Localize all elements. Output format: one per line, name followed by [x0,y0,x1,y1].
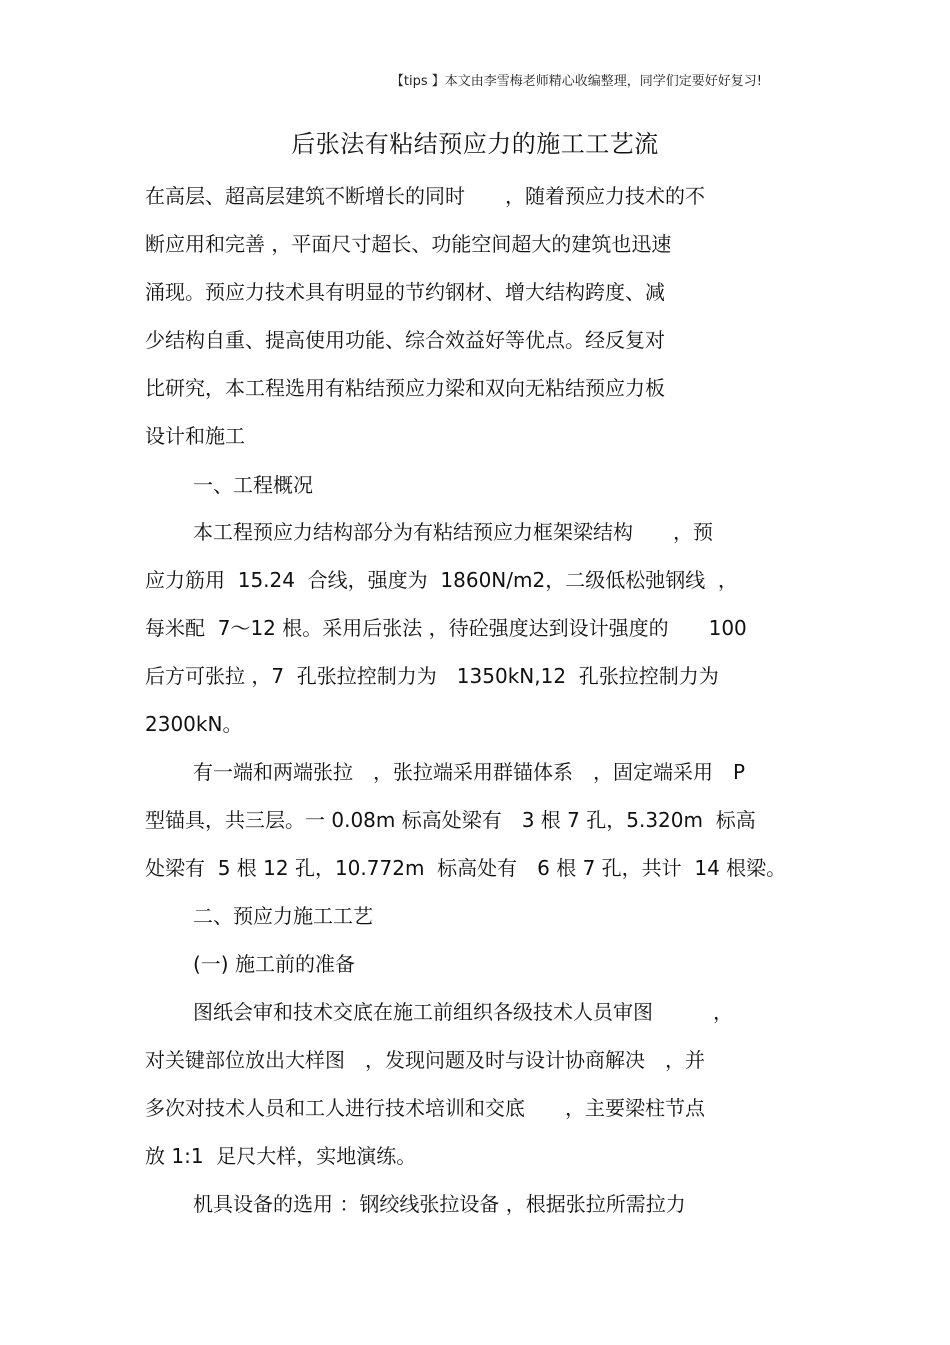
paragraph-line: 每米配 7～12 根。采用后张法 ，待砼强度达到设计强度的 100 [145,616,747,640]
header-tips: 【tips 】本文由李雪梅老师精心收编整理，同学们定要好好复习! [390,74,762,89]
paragraph-line: 在高层、超高层建筑不断增长的同时 ，随着预应力技术的不 [145,184,705,208]
paragraph-line: 断应用和完善 ，平面尺寸超长、功能空间超大的建筑也迅速 [145,232,672,256]
paragraph-line: 本工程预应力结构部分为有粘结预应力框架梁结构 ，预 [193,520,713,544]
paragraph-line: 对关键部位放出大样图 ，发现问题及时与设计协商解决 ，并 [145,1048,705,1072]
paragraph-line: 图纸会审和技术交底在施工前组织各级技术人员审图 ， [193,1000,733,1024]
subsection-heading: (一) 施工前的准备 [193,952,355,976]
paragraph-line: 机具设备的选用 ：钢绞线张拉设备 ，根据张拉所需拉力 [193,1192,686,1216]
paragraph-line: 有一端和两端张拉 ，张拉端采用群锚体系 ，固定端采用 P [193,760,746,784]
paragraph-line: 涌现。预应力技术具有明显的节约钢材、增大结构跨度、减 [145,280,665,304]
paragraph-line: 2300kN。 [145,712,243,736]
paragraph-line: 少结构自重、提高使用功能、综合效益好等优点。经反复对 [145,328,665,352]
section-heading: 二、预应力施工工艺 [193,904,373,928]
paragraph-line: 比研究，本工程选用有粘结预应力梁和双向无粘结预应力板 [145,376,665,400]
section-heading: 一、工程概况 [193,473,313,497]
paragraph-line: 多次对技术人员和工人进行技术培训和交底 ，主要梁柱节点 [145,1096,705,1120]
paragraph-line: 后方可张拉 ，7 孔张拉控制力为 1350kN,12 孔张拉控制力为 [145,664,719,688]
paragraph-line: 设计和施工 [145,424,245,448]
paragraph-line: 处梁有 5 根 12 孔，10.772m 标高处有 6 根 7 孔，共计 14 根梁。 [145,856,787,880]
document-title: 后张法有粘结预应力的施工工艺流 [291,130,659,158]
paragraph-line: 应力筋用 15.24 合线，强度为 1860N/m2，二级低松弛钢线 ， [145,568,738,592]
paragraph-line: 型锚具，共三层。一 0.08m 标高处梁有 3 根 7 孔，5.320m 标高 [145,808,756,832]
paragraph-line: 放 1:1 足尺大样，实地演练。 [145,1144,417,1168]
